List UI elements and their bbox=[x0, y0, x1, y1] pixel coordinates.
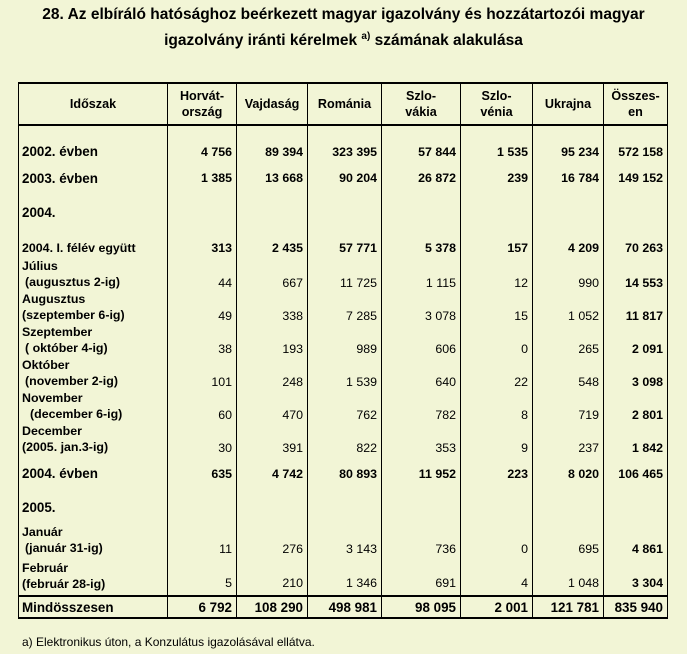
cell-vojvodina: 338 bbox=[237, 290, 308, 323]
cell-vojvodina: 210 bbox=[237, 556, 308, 596]
table-title bbox=[0, 4, 687, 52]
table-row bbox=[19, 229, 668, 257]
cell-croatia: 49 bbox=[168, 290, 237, 323]
cell-croatia: 635 bbox=[168, 455, 237, 492]
cell-slovakia: 98 095 bbox=[382, 596, 461, 618]
cell-ukraine: 16 784 bbox=[533, 161, 604, 195]
cell-vojvodina: 108 290 bbox=[237, 596, 308, 618]
cell-slovenia: 15 bbox=[461, 290, 533, 323]
cell-vojvodina: 667 bbox=[237, 257, 308, 290]
total-row bbox=[19, 596, 668, 618]
cell-total: 1 842 bbox=[604, 422, 668, 455]
cell-vojvodina: 248 bbox=[237, 356, 308, 389]
cell-romania: 3 143 bbox=[308, 522, 382, 556]
cell-slovakia: 1 115 bbox=[382, 257, 461, 290]
cell-total: 14 553 bbox=[604, 257, 668, 290]
table-row bbox=[19, 125, 668, 161]
cell-total: 572 158 bbox=[604, 125, 668, 161]
cell-slovakia: 736 bbox=[382, 522, 461, 556]
table-row bbox=[19, 389, 668, 422]
row-label: November (december 6-ig) bbox=[19, 389, 168, 422]
table-row bbox=[19, 422, 668, 455]
cell-croatia: 38 bbox=[168, 323, 237, 356]
header-slovenia: Szlo- vénia bbox=[461, 83, 533, 125]
cell-romania: 7 285 bbox=[308, 290, 382, 323]
cell-slovakia: 57 844 bbox=[382, 125, 461, 161]
cell-total: 4 861 bbox=[604, 522, 668, 556]
cell-vojvodina: 2 435 bbox=[237, 229, 308, 257]
title-line-2 bbox=[0, 26, 687, 52]
cell-slovenia: 8 bbox=[461, 389, 533, 422]
cell-slovenia: 239 bbox=[461, 161, 533, 195]
table-row bbox=[19, 195, 668, 229]
cell-romania: 11 725 bbox=[308, 257, 382, 290]
table-row bbox=[19, 492, 668, 522]
cell-total: 3 304 bbox=[604, 556, 668, 596]
cell-ukraine: 4 209 bbox=[533, 229, 604, 257]
cell-total: 2 801 bbox=[604, 389, 668, 422]
header-romania: Románia bbox=[308, 83, 382, 125]
row-label: 2003. évben bbox=[19, 161, 168, 195]
cell-romania: 822 bbox=[308, 422, 382, 455]
cell-ukraine: 237 bbox=[533, 422, 604, 455]
title-line-1: 28. Az elbíráló hatósághoz beérkezett magyar igazolvány és hozzátartozói magyar bbox=[42, 6, 645, 23]
cell-total: 106 465 bbox=[604, 455, 668, 492]
cell-total: 2 091 bbox=[604, 323, 668, 356]
cell-slovenia: 0 bbox=[461, 323, 533, 356]
table-row bbox=[19, 257, 668, 290]
cell-slovakia: 353 bbox=[382, 422, 461, 455]
cell-ukraine: 121 781 bbox=[533, 596, 604, 618]
cell-croatia: 60 bbox=[168, 389, 237, 422]
cell-romania: 80 893 bbox=[308, 455, 382, 492]
statistics-table bbox=[18, 82, 668, 619]
table-row bbox=[19, 290, 668, 323]
header-period: Időszak bbox=[19, 83, 168, 125]
cell-vojvodina: 13 668 bbox=[237, 161, 308, 195]
row-label: 2004. bbox=[19, 195, 168, 229]
cell-romania: 989 bbox=[308, 323, 382, 356]
cell-croatia: 313 bbox=[168, 229, 237, 257]
cell-vojvodina: 470 bbox=[237, 389, 308, 422]
table-row bbox=[19, 455, 668, 492]
cell-slovenia: 22 bbox=[461, 356, 533, 389]
cell-croatia: 44 bbox=[168, 257, 237, 290]
row-label: 2004. I. félév együtt bbox=[19, 229, 168, 257]
table-row bbox=[19, 323, 668, 356]
cell-ukraine: 719 bbox=[533, 389, 604, 422]
cell-ukraine: 1 052 bbox=[533, 290, 604, 323]
row-label: 2002. évben bbox=[19, 125, 168, 161]
title-line-2-text: igazolvány iránti kérelmek bbox=[164, 32, 362, 49]
cell-croatia: 6 792 bbox=[168, 596, 237, 618]
cell-croatia: 4 756 bbox=[168, 125, 237, 161]
cell-slovenia: 4 bbox=[461, 556, 533, 596]
cell-vojvodina: 4 742 bbox=[237, 455, 308, 492]
title-footnote-marker: a) bbox=[361, 31, 371, 42]
cell-total: 11 817 bbox=[604, 290, 668, 323]
cell-vojvodina: 193 bbox=[237, 323, 308, 356]
cell-ukraine: 695 bbox=[533, 522, 604, 556]
cell-slovakia: 5 378 bbox=[382, 229, 461, 257]
cell-slovakia: 691 bbox=[382, 556, 461, 596]
cell-ukraine: 8 020 bbox=[533, 455, 604, 492]
cell-romania: 90 204 bbox=[308, 161, 382, 195]
header-vojvodina: Vajdaság bbox=[237, 83, 308, 125]
cell-slovakia: 782 bbox=[382, 389, 461, 422]
cell-croatia: 101 bbox=[168, 356, 237, 389]
row-label: Február (február 28-ig) bbox=[19, 556, 168, 596]
cell-total: 70 263 bbox=[604, 229, 668, 257]
cell-slovakia: 11 952 bbox=[382, 455, 461, 492]
row-label: Mindösszesen bbox=[19, 596, 168, 618]
cell-ukraine: 548 bbox=[533, 356, 604, 389]
cell-total: 149 152 bbox=[604, 161, 668, 195]
row-label: Augusztus (szeptember 6-ig) bbox=[19, 290, 168, 323]
row-label: Szeptember ( október 4-ig) bbox=[19, 323, 168, 356]
header-row bbox=[19, 83, 668, 125]
header-ukraine: Ukrajna bbox=[533, 83, 604, 125]
cell-vojvodina: 391 bbox=[237, 422, 308, 455]
cell-slovenia: 12 bbox=[461, 257, 533, 290]
header-croatia: Horvát- ország bbox=[168, 83, 237, 125]
title-line-2-end: számának alakulása bbox=[370, 32, 523, 49]
row-label: Október (november 2-ig) bbox=[19, 356, 168, 389]
cell-croatia: 1 385 bbox=[168, 161, 237, 195]
cell-slovenia: 2 001 bbox=[461, 596, 533, 618]
cell-romania: 1 346 bbox=[308, 556, 382, 596]
cell-vojvodina: 89 394 bbox=[237, 125, 308, 161]
cell-ukraine: 95 234 bbox=[533, 125, 604, 161]
cell-vojvodina: 276 bbox=[237, 522, 308, 556]
header-slovakia: Szlo- vákia bbox=[382, 83, 461, 125]
cell-slovakia: 26 872 bbox=[382, 161, 461, 195]
cell-croatia: 5 bbox=[168, 556, 237, 596]
cell-ukraine: 1 048 bbox=[533, 556, 604, 596]
cell-croatia: 11 bbox=[168, 522, 237, 556]
cell-slovenia: 223 bbox=[461, 455, 533, 492]
cell-romania: 762 bbox=[308, 389, 382, 422]
cell-romania: 323 395 bbox=[308, 125, 382, 161]
cell-total: 835 940 bbox=[604, 596, 668, 618]
row-label: 2004. évben bbox=[19, 455, 168, 492]
table-row bbox=[19, 161, 668, 195]
cell-slovenia: 1 535 bbox=[461, 125, 533, 161]
cell-slovenia: 157 bbox=[461, 229, 533, 257]
cell-slovenia: 0 bbox=[461, 522, 533, 556]
row-label: December (2005. jan.3-ig) bbox=[19, 422, 168, 455]
cell-slovenia: 9 bbox=[461, 422, 533, 455]
header-total: Összes- en bbox=[604, 83, 668, 125]
row-label: Január (január 31-ig) bbox=[19, 522, 168, 556]
cell-romania: 1 539 bbox=[308, 356, 382, 389]
footnote: a) Elektronikus úton, a Konzulátus igazolásával ellátva. bbox=[22, 635, 315, 649]
cell-slovakia: 606 bbox=[382, 323, 461, 356]
cell-slovakia: 3 078 bbox=[382, 290, 461, 323]
table-row bbox=[19, 356, 668, 389]
row-label: Július (augusztus 2-ig) bbox=[19, 257, 168, 290]
table-row bbox=[19, 522, 668, 556]
table-row bbox=[19, 556, 668, 596]
cell-total: 3 098 bbox=[604, 356, 668, 389]
cell-ukraine: 265 bbox=[533, 323, 604, 356]
row-label: 2005. bbox=[19, 492, 168, 522]
cell-romania: 57 771 bbox=[308, 229, 382, 257]
cell-slovakia: 640 bbox=[382, 356, 461, 389]
cell-ukraine: 990 bbox=[533, 257, 604, 290]
cell-croatia: 30 bbox=[168, 422, 237, 455]
cell-romania: 498 981 bbox=[308, 596, 382, 618]
